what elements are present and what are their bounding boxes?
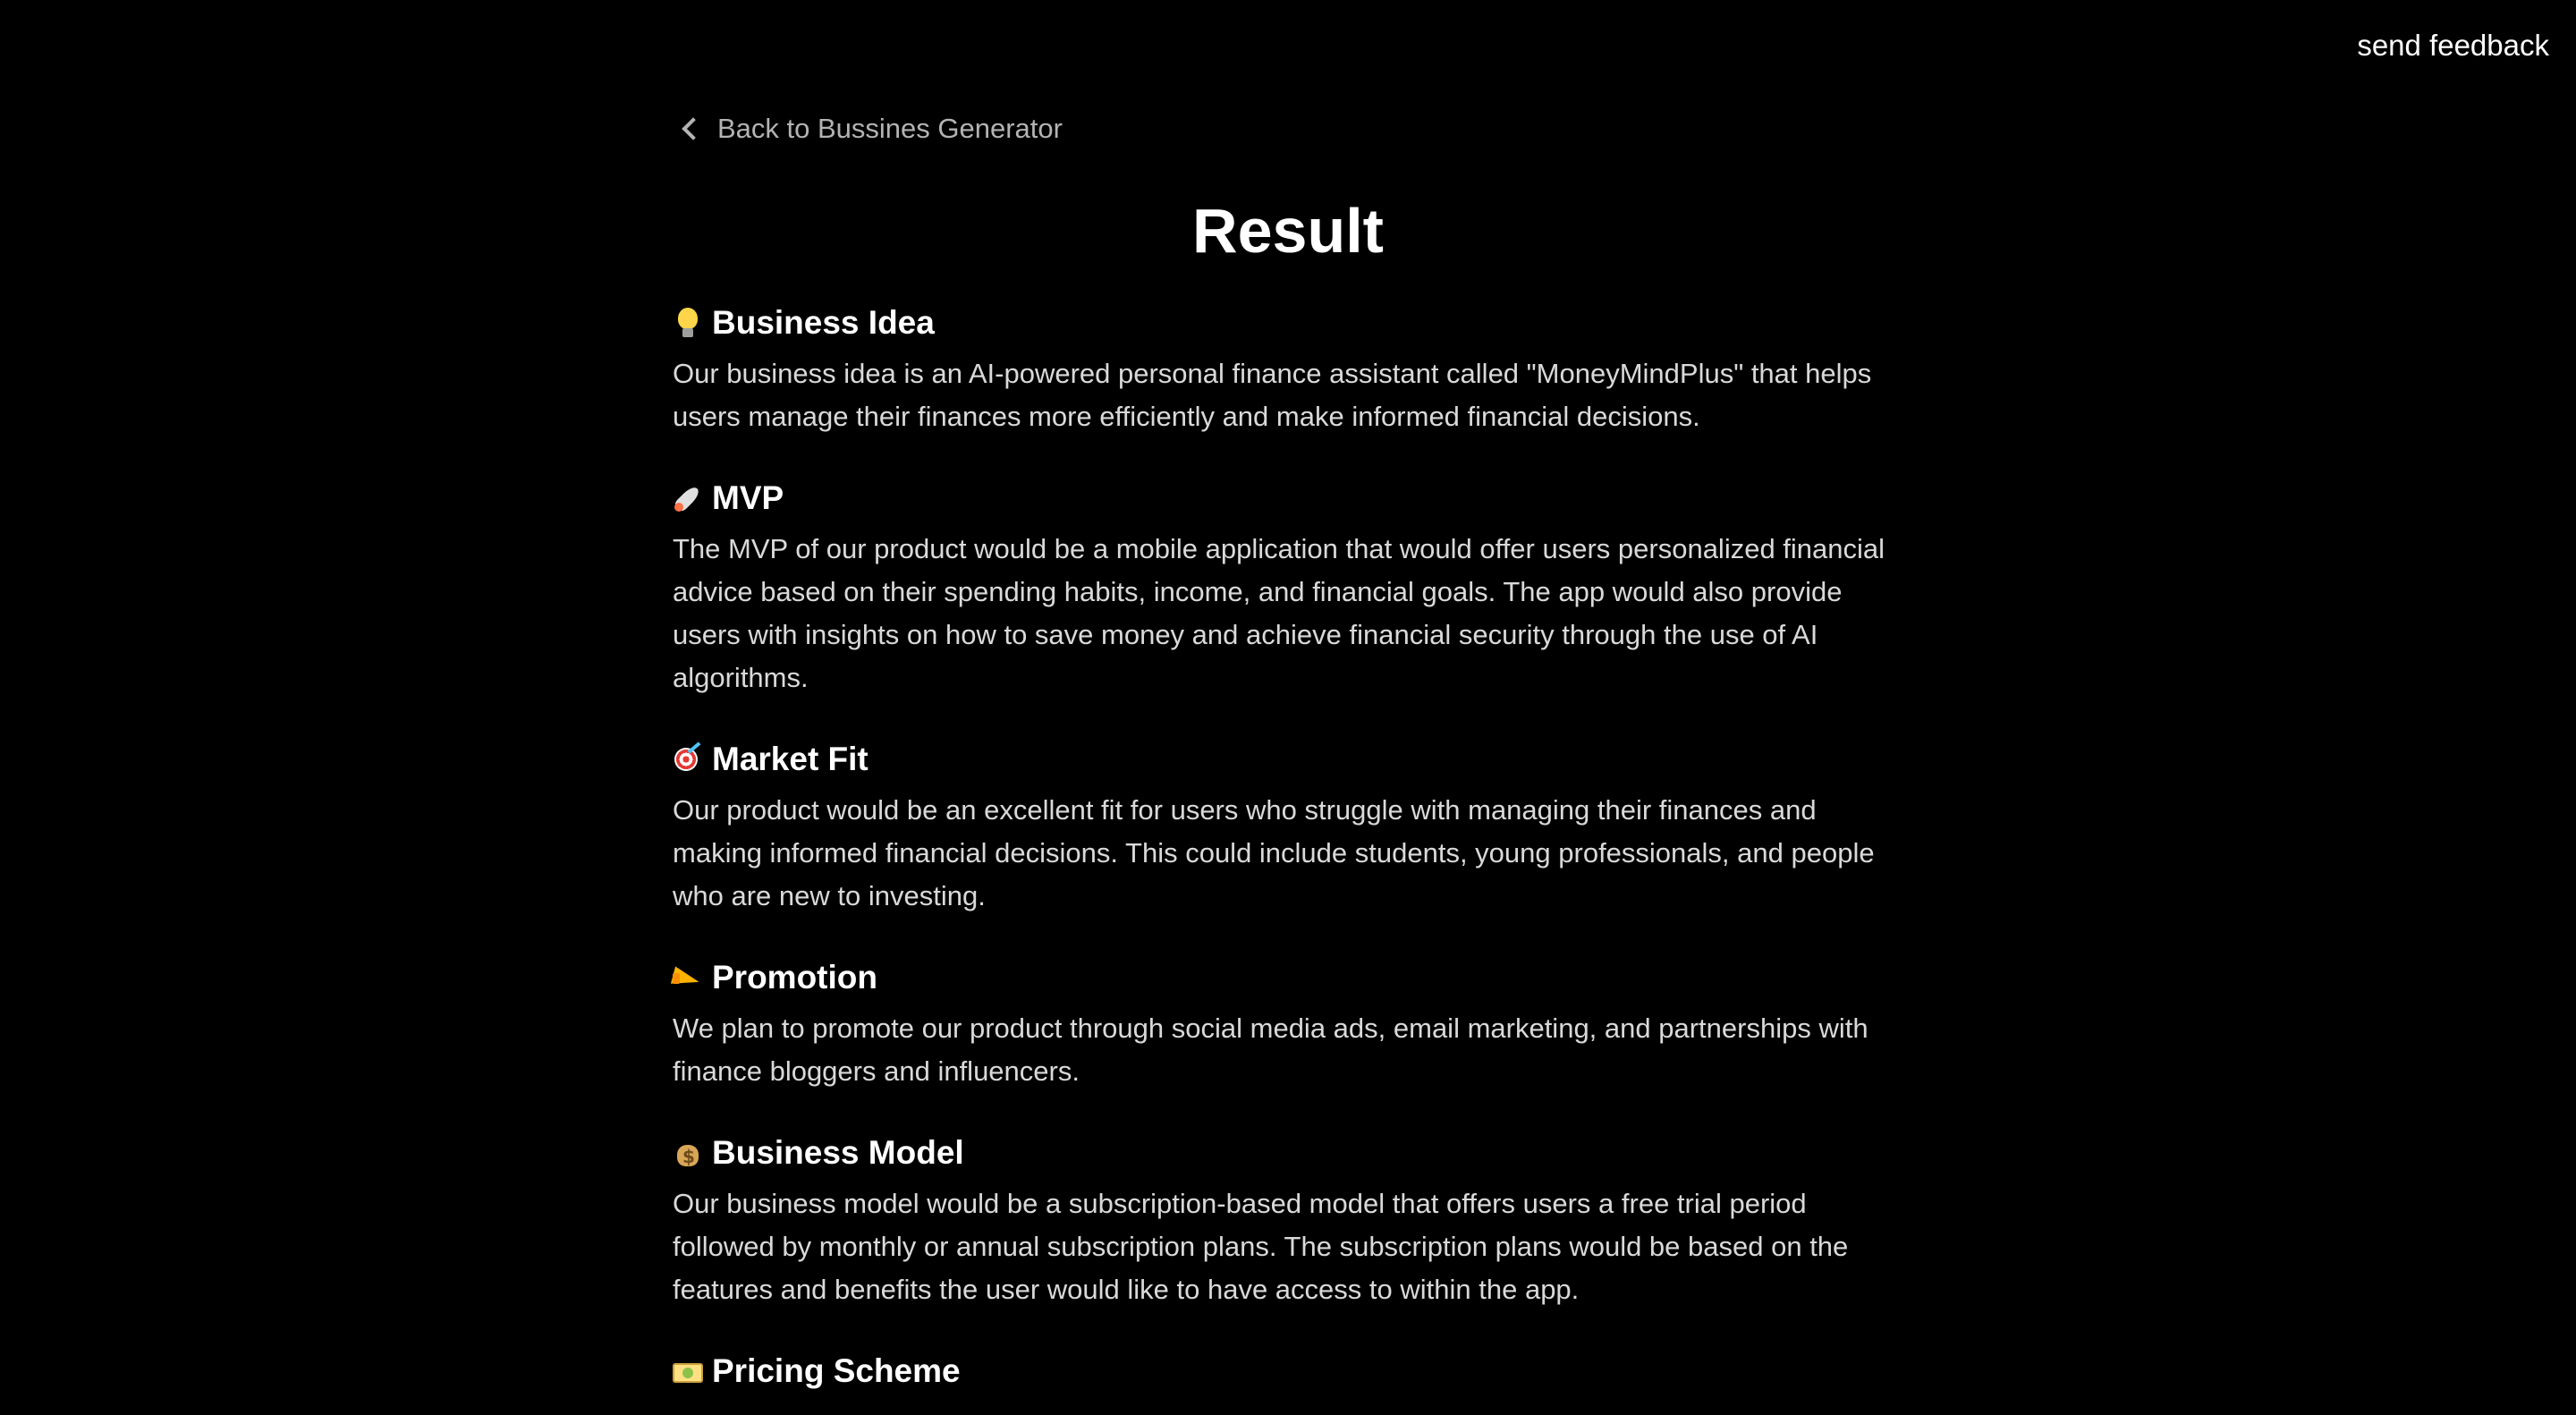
section-heading xyxy=(673,737,1907,782)
back-to-generator-link[interactable] xyxy=(680,113,1063,145)
section-heading-label: Business Model xyxy=(712,1134,964,1171)
section-business-model xyxy=(673,1131,1907,1311)
megaphone-icon xyxy=(673,962,703,993)
section-heading-label: Pricing Scheme xyxy=(712,1352,961,1389)
section-body: Our business idea is an AI-powered personal finance assistant called "MoneyMindPlus" that helps users manage their finances more efficiently and make informed financial decisions. xyxy=(673,358,1872,432)
result-content xyxy=(673,301,1907,1415)
section-body: We plan to promote our product through social media ads, email marketing, and partnerships with finance bloggers and influencers. xyxy=(673,1013,1868,1087)
section-heading-label: Promotion xyxy=(712,959,877,996)
section-pricing-scheme xyxy=(673,1349,1907,1394)
section-heading xyxy=(673,955,1907,1000)
section-body: The MVP of our product would be a mobile application that would offer users personalized financial advice based on their spending habits, income, and financial goals. The app would also provide users with insights on how to save money and achieve financial security through the use of AI algorithms. xyxy=(673,533,1885,693)
section-market-fit xyxy=(673,737,1907,918)
section-mvp xyxy=(673,476,1907,699)
section-heading-label: Business Idea xyxy=(712,304,935,341)
section-heading xyxy=(673,301,1907,345)
section-heading xyxy=(673,1131,1907,1175)
page-title: Result xyxy=(1192,196,1384,266)
section-heading xyxy=(673,476,1907,521)
back-link-label: Back to Bussines Generator xyxy=(717,113,1063,144)
target-icon xyxy=(673,744,703,775)
light-bulb-icon xyxy=(673,308,703,338)
chevron-left-icon xyxy=(682,117,704,140)
rocket-icon xyxy=(673,483,703,513)
section-heading-label: Market Fit xyxy=(712,741,869,777)
section-business-idea xyxy=(673,301,1907,438)
dollar-banknote-icon xyxy=(673,1356,703,1386)
section-promotion xyxy=(673,955,1907,1093)
section-body: Our product would be an excellent fit for users who struggle with managing their finances and making informed financial decisions. This could include students, young professionals, and people who are new to investing. xyxy=(673,794,1875,911)
section-body: Our business model would be a subscription-based model that offers users a free trial period followed by monthly or annual subscription plans. The subscription plans would be based on the features and benefits the user would like to have access to within the app. xyxy=(673,1188,1849,1305)
money-bag-icon xyxy=(673,1138,703,1168)
section-heading-label: MVP xyxy=(712,479,784,516)
send-feedback-link[interactable]: send feedback xyxy=(2357,29,2549,62)
section-heading xyxy=(673,1349,1907,1394)
